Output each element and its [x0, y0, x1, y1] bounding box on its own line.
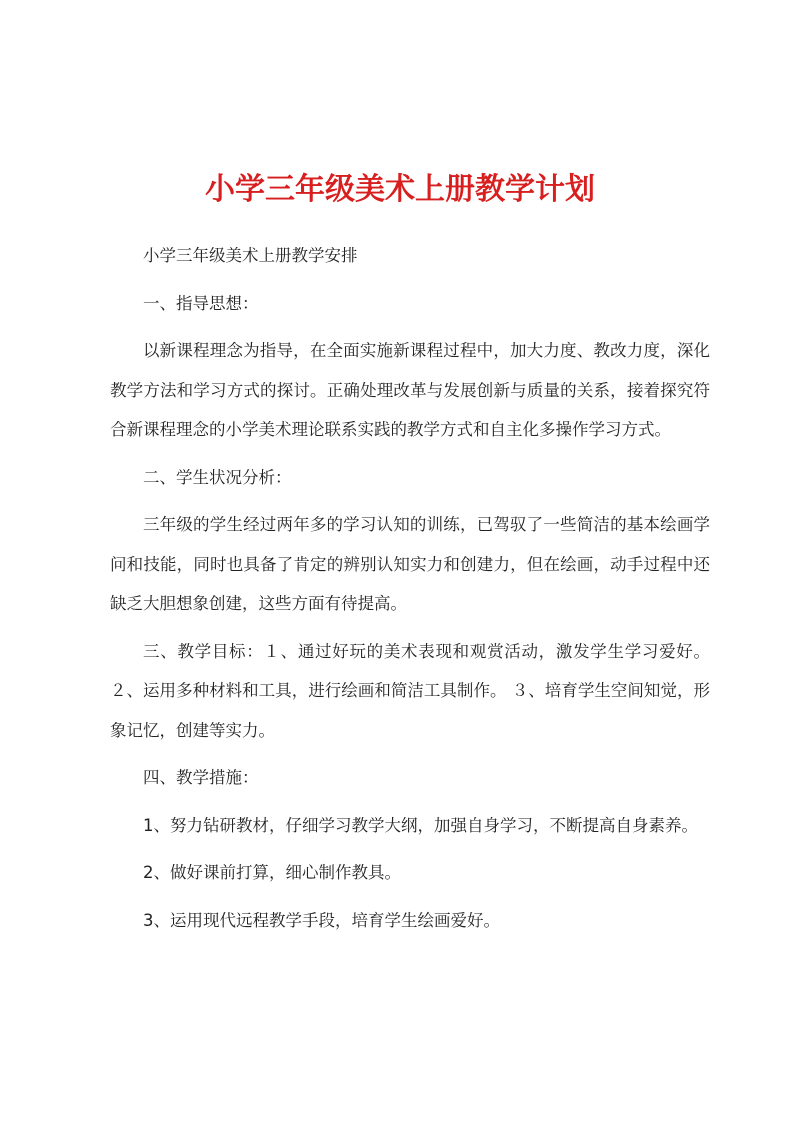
section-heading-student-analysis: 二、学生状况分析：: [143, 467, 292, 487]
section-heading-teaching-measures: 四、教学措施：: [143, 768, 259, 787]
paragraph-measure-3: 3、运用现代远程教学手段，培育学生绘画爱好。: [143, 910, 500, 930]
paragraph-measure-2: 2、做好课前打算，细心制作教具。: [143, 863, 401, 882]
document-title: 小学三年级美术上册教学计划: [205, 172, 595, 207]
paragraph-teaching-goals: 三、教学目标：１、通过好玩的美术表现和观赏活动，激发学生学习爱好。 ２、运用多种材料和工具，进行绘画和简洁工具制作。 ３、培育学生空间知觉，形象记忆，创建等实力。: [110, 641, 710, 740]
document-body: [110, 236, 710, 948]
paragraph-measure-1: 1、努力钻研教材，仔细学习教学大纲，加强自身学习，不断提高自身素养。: [143, 815, 698, 835]
paragraph-subtitle: 小学三年级美术上册教学安排: [143, 246, 358, 265]
paragraph-guiding-ideology: 以新课程理念为指导，在全面实施新课程过程中，加大力度、教改力度，深化教学方法和学习方式的探讨。正确处理改革与发展创新与质量的关系，接着探究符合新课程理念的小学美术理论联系实践的教学方式和自主化多操作学习方式。: [110, 341, 710, 439]
paragraph-student-analysis: 三年级的学生经过两年多的学习认知的训练，已驾驭了一些简洁的基本绘画学问和技能，同时也具备了肯定的辨别认知实力和创建力，但在绘画，动手过程中还缺乏大胆想象创建，这些方面有待提高。: [110, 515, 710, 613]
section-heading-guiding-ideology: 一、指导思想：: [143, 293, 259, 313]
